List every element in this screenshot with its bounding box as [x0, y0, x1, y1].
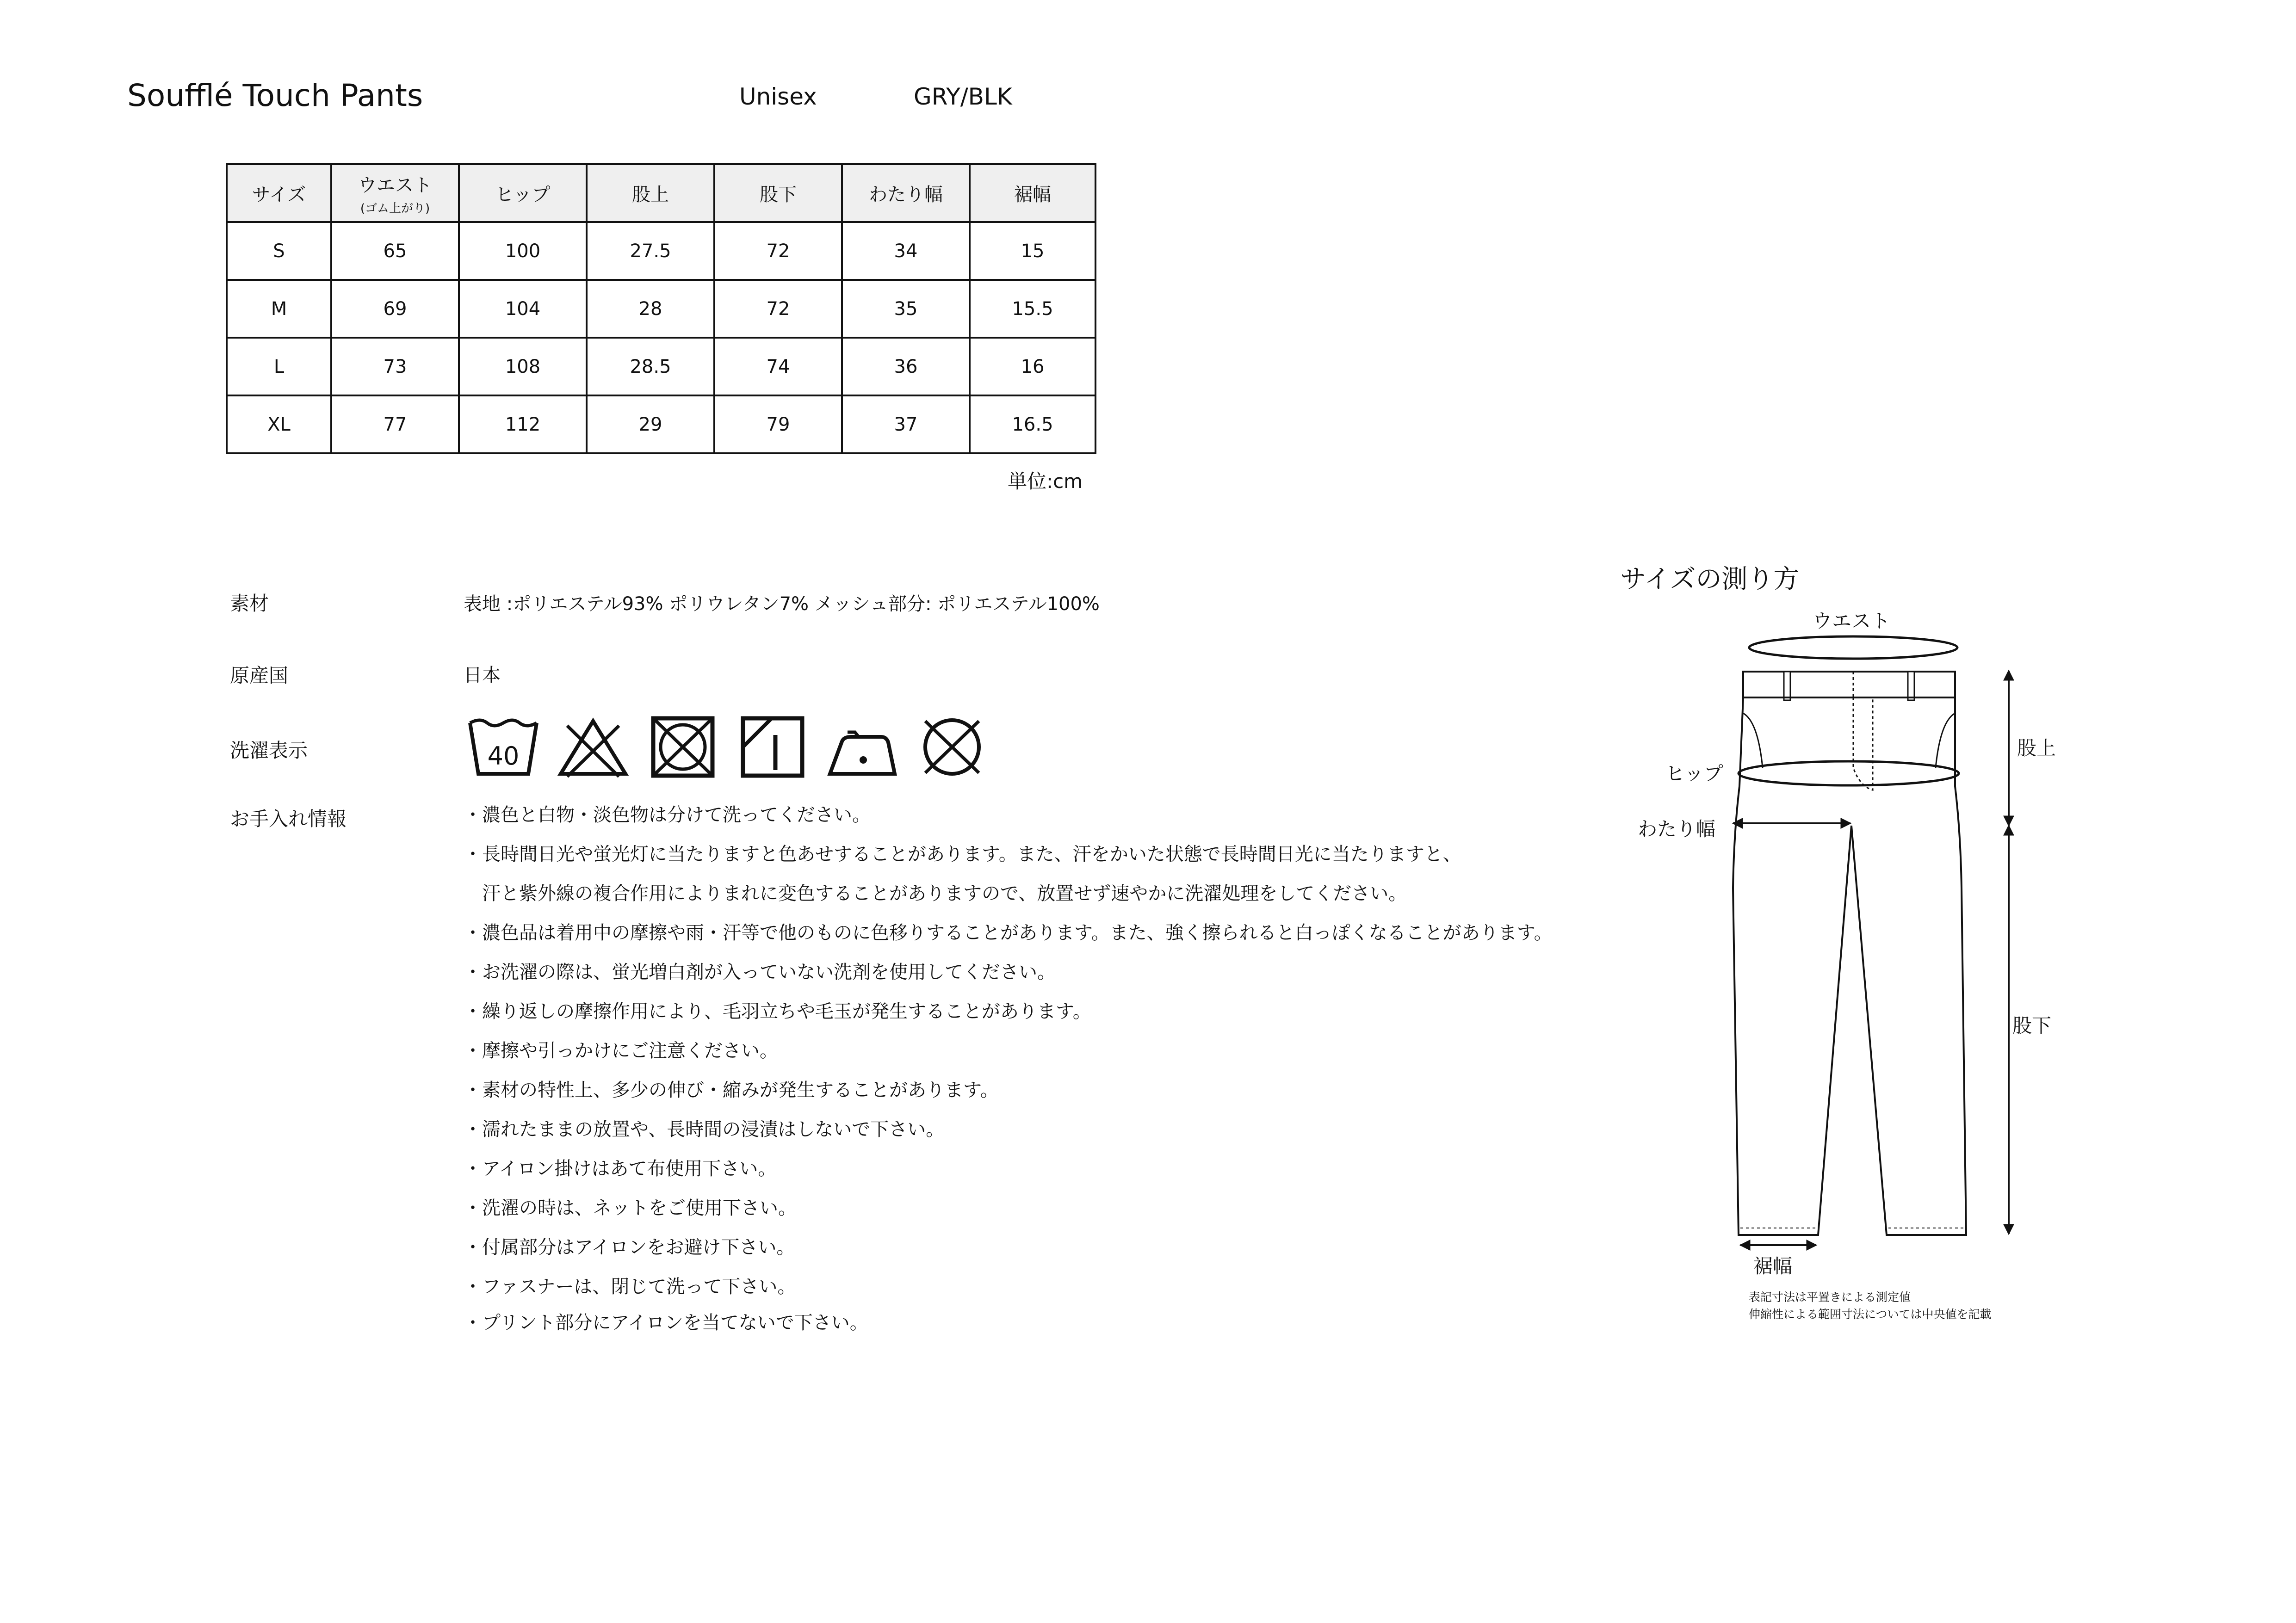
- measure-thigh-label: わたり幅: [1638, 818, 1716, 840]
- cell-thigh: 36: [842, 338, 970, 395]
- wash-icons: [466, 715, 989, 779]
- care-line: ・素材の特性上、多少の伸び・縮みが発生することがあります。: [464, 1080, 999, 1101]
- product-title: Soufflé Touch Pants: [127, 78, 423, 113]
- header-rise: 股上: [587, 164, 714, 222]
- cell-waist: 73: [331, 338, 459, 395]
- pants-diagram: [1619, 592, 2036, 1263]
- cell-hem: 16.5: [970, 395, 1095, 453]
- care-label: お手入れ情報: [230, 808, 347, 830]
- no-tumble-dry-icon: [646, 715, 720, 779]
- care-line: ・プリント部分にアイロンを当てないで下さい。: [464, 1312, 868, 1333]
- measure-rise-label: 股上: [2017, 737, 2056, 759]
- cell-waist: 65: [331, 222, 459, 280]
- care-line: ・長時間日光や蛍光灯に当たりますと色あせすることがあります。また、汗をかいた状態で長時間日光に当たりますと、: [464, 844, 1461, 865]
- color-label: GRY/BLK: [914, 83, 1012, 110]
- origin-label: 原産国: [230, 664, 289, 687]
- cell-inseam: 72: [714, 222, 842, 280]
- cell-rise: 27.5: [587, 222, 714, 280]
- care-line: ・ファスナーは、閉じて洗って下さい。: [464, 1276, 796, 1297]
- header-thigh: わたり幅: [842, 164, 970, 222]
- measure-inseam-label: 股下: [2012, 1014, 2052, 1037]
- measure-note-2: 伸縮性による範囲寸法については中央値を記載: [1749, 1308, 1992, 1321]
- header-inseam: 股下: [714, 164, 842, 222]
- line-dry-shade-icon: [736, 715, 810, 779]
- cell-inseam: 72: [714, 280, 842, 338]
- care-line: ・濃色品は着用中の摩擦や雨・汗等で他のものに色移りすることがあります。また、強く擦られると白っぽくなることがあります。: [464, 922, 1553, 944]
- unit-label: 単位:cm: [1008, 470, 1083, 493]
- cell-hem: 15: [970, 222, 1095, 280]
- care-line: ・アイロン掛けはあて布使用下さい。: [464, 1158, 777, 1179]
- care-line: ・摩擦や引っかけにご注意ください。: [464, 1040, 778, 1061]
- header-hip: ヒップ: [459, 164, 587, 222]
- cell-size: S: [227, 222, 331, 280]
- cell-hem: 15.5: [970, 280, 1095, 338]
- cell-rise: 28.5: [587, 338, 714, 395]
- cell-inseam: 79: [714, 395, 842, 453]
- care-line: ・濡れたままの放置や、長時間の浸漬はしないで下さい。: [464, 1119, 945, 1140]
- care-line: ・繰り返しの摩擦作用により、毛羽立ちや毛玉が発生することがあります。: [464, 1001, 1091, 1022]
- care-line: 汗と紫外線の複合作用によりまれに変色することがありますので、放置せず速やかに洗濯処理をしてください。: [464, 883, 1407, 904]
- gender-label: Unisex: [739, 83, 817, 110]
- iron-low-icon: [825, 715, 899, 779]
- cell-hip: 104: [459, 280, 587, 338]
- washtub-40-icon: [466, 715, 540, 779]
- cell-hip: 100: [459, 222, 587, 280]
- table-row: [227, 222, 1095, 280]
- header-waist-sub: (ゴム上がり): [360, 201, 430, 216]
- wash-temp: 40: [487, 741, 520, 771]
- table-row: [227, 338, 1095, 395]
- cell-waist: 77: [331, 395, 459, 453]
- cell-size: XL: [227, 395, 331, 453]
- measure-title: サイズの測り方: [1620, 564, 1800, 594]
- header-size: サイズ: [227, 164, 331, 222]
- material-label: 素材: [230, 592, 269, 615]
- no-bleach-icon: [556, 715, 630, 779]
- cell-inseam: 74: [714, 338, 842, 395]
- header-waist-label: ウエスト: [358, 174, 432, 196]
- cell-thigh: 34: [842, 222, 970, 280]
- header-waist: [331, 164, 459, 222]
- size-table: [226, 163, 1096, 454]
- cell-waist: 69: [331, 280, 459, 338]
- origin-value: 日本: [464, 665, 501, 686]
- cell-thigh: 37: [842, 395, 970, 453]
- cell-thigh: 35: [842, 280, 970, 338]
- wash-label: 洗濯表示: [230, 739, 308, 762]
- care-line: ・洗濯の時は、ネットをご使用下さい。: [464, 1197, 797, 1219]
- measure-hip-label: ヒップ: [1665, 762, 1723, 785]
- table-row: [227, 280, 1095, 338]
- cell-size: M: [227, 280, 331, 338]
- header-hem: 裾幅: [970, 164, 1095, 222]
- cell-hip: 112: [459, 395, 587, 453]
- no-dry-clean-icon: [915, 715, 989, 779]
- measure-hem-label: 裾幅: [1753, 1255, 1793, 1277]
- material-value: 表地 :ポリエステル93% ポリウレタン7% メッシュ部分: ポリエステル100%: [464, 593, 1100, 615]
- care-line: ・濃色と白物・淡色物は分けて洗ってください。: [464, 804, 871, 826]
- cell-rise: 28: [587, 280, 714, 338]
- care-line: ・付属部分はアイロンをお避け下さい。: [464, 1237, 795, 1258]
- measure-waist-label: ウエスト: [1813, 610, 1891, 632]
- measure-note-1: 表記寸法は平置きによる測定値: [1749, 1290, 1911, 1304]
- care-line: ・お洗濯の際は、蛍光増白剤が入っていない洗剤を使用してください。: [464, 962, 1056, 983]
- cell-rise: 29: [587, 395, 714, 453]
- cell-hip: 108: [459, 338, 587, 395]
- size-table-header: [227, 164, 1095, 222]
- cell-hem: 16: [970, 338, 1095, 395]
- cell-size: L: [227, 338, 331, 395]
- table-row: [227, 395, 1095, 453]
